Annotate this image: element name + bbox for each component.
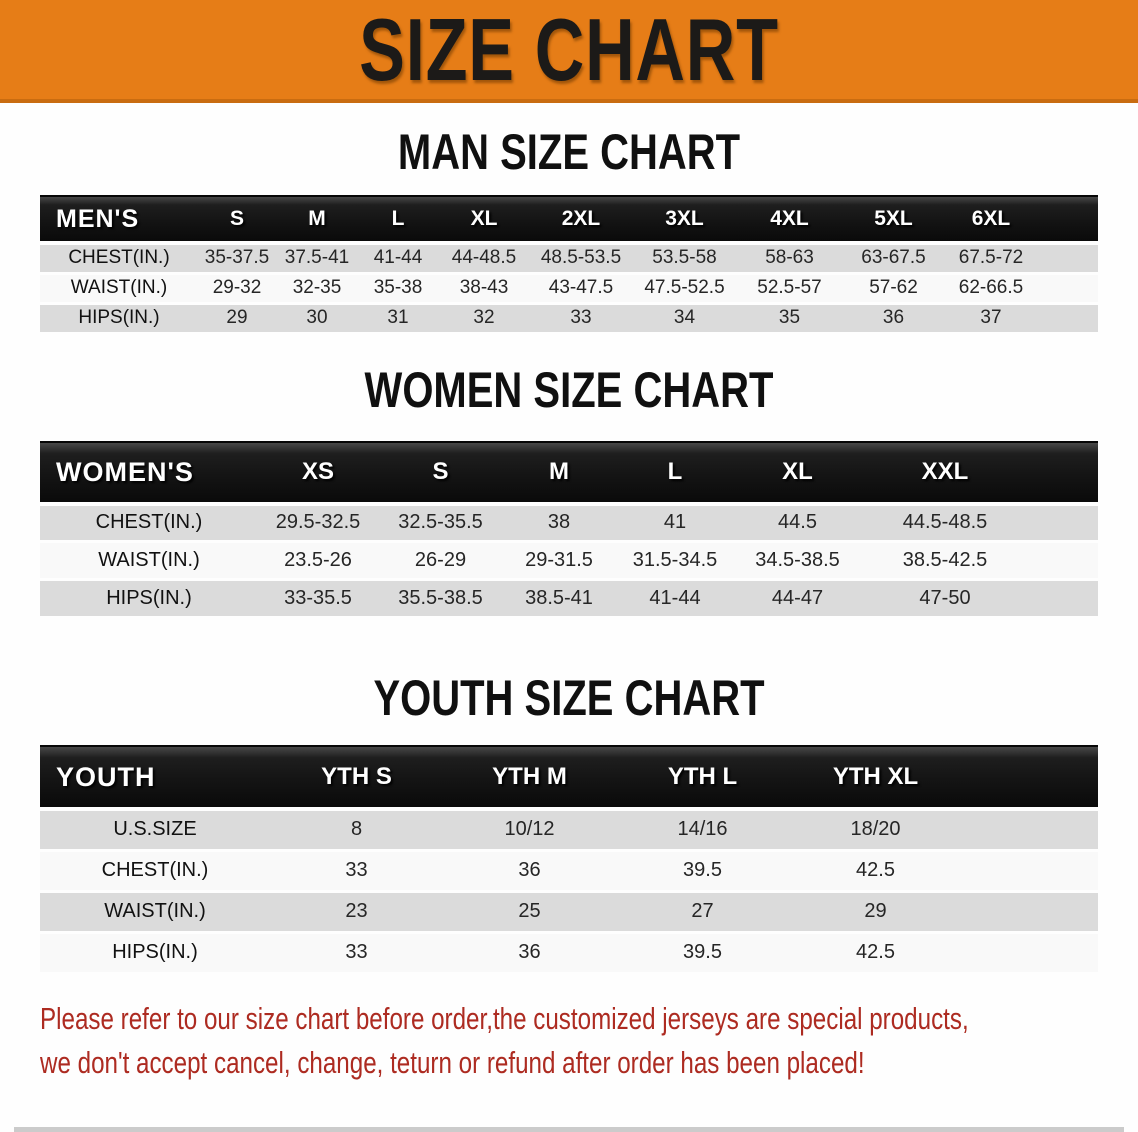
size-value: 35-38 [358, 273, 438, 303]
size-value: 30 [276, 303, 358, 333]
size-value: 32.5-35.5 [378, 504, 503, 542]
row-filler-cell [1030, 580, 1098, 618]
size-value: 37 [945, 303, 1037, 333]
row-filler-cell [962, 932, 1098, 973]
size-value: 58-63 [737, 243, 842, 273]
size-value: 63-67.5 [842, 243, 945, 273]
size-value: 33 [270, 850, 443, 891]
size-column-header: S [198, 196, 276, 243]
measurement-row [40, 273, 1098, 303]
size-value: 18/20 [789, 809, 962, 850]
size-value: 33 [530, 303, 632, 333]
size-sections [0, 125, 1138, 975]
table-header-row [40, 442, 1098, 504]
size-value: 44.5 [735, 504, 860, 542]
size-column-header: 5XL [842, 196, 945, 243]
size-column-header: L [358, 196, 438, 243]
women-table-header-label: WOMEN'S [40, 442, 258, 504]
measurement-row [40, 932, 1098, 973]
size-value: 31 [358, 303, 438, 333]
banner-title: SIZE CHART [359, 0, 779, 99]
size-value: 33 [270, 932, 443, 973]
row-filler-cell [1037, 243, 1098, 273]
size-value: 42.5 [789, 850, 962, 891]
header-filler-cell [1037, 196, 1098, 243]
size-value: 31.5-34.5 [615, 542, 735, 580]
disclaimer-line-2: we don't accept cancel, change, teturn or refund after order has been placed! [40, 1044, 865, 1080]
size-value: 47-50 [860, 580, 1030, 618]
measurement-row [40, 542, 1098, 580]
row-filler-cell [962, 891, 1098, 932]
size-value: 29 [198, 303, 276, 333]
size-value: 43-47.5 [530, 273, 632, 303]
row-label: WAIST(IN.) [40, 542, 258, 580]
men-size-section [0, 125, 1138, 335]
row-label: HIPS(IN.) [40, 580, 258, 618]
size-column-header: YTH S [270, 746, 443, 809]
row-label: HIPS(IN.) [40, 932, 270, 973]
size-value: 23 [270, 891, 443, 932]
size-value: 33-35.5 [258, 580, 378, 618]
women-size-heading: WOMEN SIZE CHART [364, 361, 774, 418]
row-label: WAIST(IN.) [40, 891, 270, 932]
size-value: 44-47 [735, 580, 860, 618]
size-value: 39.5 [616, 932, 789, 973]
size-value: 25 [443, 891, 616, 932]
size-column-header: 3XL [632, 196, 737, 243]
size-value: 14/16 [616, 809, 789, 850]
measurement-row [40, 850, 1098, 891]
size-column-header: S [378, 442, 503, 504]
size-value: 29-31.5 [503, 542, 615, 580]
size-value: 44-48.5 [438, 243, 530, 273]
size-column-header: YTH XL [789, 746, 962, 809]
banner [0, 0, 1138, 103]
size-value: 42.5 [789, 932, 962, 973]
size-value: 38.5-42.5 [860, 542, 1030, 580]
size-value: 36 [842, 303, 945, 333]
size-value: 23.5-26 [258, 542, 378, 580]
size-value: 27 [616, 891, 789, 932]
women-size-table [40, 441, 1098, 620]
header-filler-cell [962, 746, 1098, 809]
row-filler-cell [1030, 542, 1098, 580]
size-column-header: 2XL [530, 196, 632, 243]
size-value: 32-35 [276, 273, 358, 303]
size-value: 35-37.5 [198, 243, 276, 273]
size-column-header: YTH M [443, 746, 616, 809]
measurement-row [40, 580, 1098, 618]
men-size-heading: MAN SIZE CHART [397, 124, 741, 180]
size-value: 38 [503, 504, 615, 542]
youth-size-section [0, 671, 1138, 975]
youth-size-table [40, 745, 1098, 975]
size-value: 41-44 [615, 580, 735, 618]
row-label: U.S.SIZE [40, 809, 270, 850]
size-value: 47.5-52.5 [632, 273, 737, 303]
youth-table-header-label: YOUTH [40, 746, 270, 809]
size-value: 48.5-53.5 [530, 243, 632, 273]
size-value: 32 [438, 303, 530, 333]
disclaimer-text [40, 997, 969, 1085]
row-label: CHEST(IN.) [40, 243, 198, 273]
size-column-header: 4XL [737, 196, 842, 243]
row-filler-cell [1037, 303, 1098, 333]
table-header-row [40, 746, 1098, 809]
size-value: 41 [615, 504, 735, 542]
size-column-header: M [276, 196, 358, 243]
size-value: 29 [789, 891, 962, 932]
measurement-row [40, 891, 1098, 932]
size-value: 57-62 [842, 273, 945, 303]
men-table-header-label: MEN'S [40, 196, 198, 243]
measurement-row [40, 243, 1098, 273]
measurement-row [40, 303, 1098, 333]
size-column-header: XL [735, 442, 860, 504]
table-header-row [40, 196, 1098, 243]
measurement-row [40, 504, 1098, 542]
row-filler-cell [962, 809, 1098, 850]
size-value: 10/12 [443, 809, 616, 850]
row-label: WAIST(IN.) [40, 273, 198, 303]
size-column-header: YTH L [616, 746, 789, 809]
row-label: CHEST(IN.) [40, 850, 270, 891]
size-value: 36 [443, 932, 616, 973]
women-size-section [0, 363, 1138, 620]
size-column-header: XS [258, 442, 378, 504]
size-value: 8 [270, 809, 443, 850]
size-value: 62-66.5 [945, 273, 1037, 303]
size-value: 39.5 [616, 850, 789, 891]
row-filler-cell [1030, 504, 1098, 542]
size-value: 67.5-72 [945, 243, 1037, 273]
size-column-header: M [503, 442, 615, 504]
size-value: 34 [632, 303, 737, 333]
size-value: 41-44 [358, 243, 438, 273]
bottom-strip [14, 1127, 1124, 1132]
size-column-header: L [615, 442, 735, 504]
size-value: 53.5-58 [632, 243, 737, 273]
size-value: 34.5-38.5 [735, 542, 860, 580]
size-value: 26-29 [378, 542, 503, 580]
size-value: 36 [443, 850, 616, 891]
size-value: 35.5-38.5 [378, 580, 503, 618]
size-value: 38-43 [438, 273, 530, 303]
size-column-header: XXL [860, 442, 1030, 504]
size-value: 38.5-41 [503, 580, 615, 618]
size-column-header: 6XL [945, 196, 1037, 243]
row-label: CHEST(IN.) [40, 504, 258, 542]
size-value: 29-32 [198, 273, 276, 303]
header-filler-cell [1030, 442, 1098, 504]
row-filler-cell [962, 850, 1098, 891]
size-value: 52.5-57 [737, 273, 842, 303]
youth-size-heading: YOUTH SIZE CHART [373, 670, 765, 726]
size-value: 37.5-41 [276, 243, 358, 273]
size-value: 29.5-32.5 [258, 504, 378, 542]
row-label: HIPS(IN.) [40, 303, 198, 333]
size-column-header: XL [438, 196, 530, 243]
men-size-table [40, 195, 1098, 335]
size-value: 44.5-48.5 [860, 504, 1030, 542]
row-filler-cell [1037, 273, 1098, 303]
disclaimer-line-1: Please refer to our size chart before order,the customized jerseys are special products, [40, 1000, 969, 1036]
measurement-row [40, 809, 1098, 850]
size-value: 35 [737, 303, 842, 333]
